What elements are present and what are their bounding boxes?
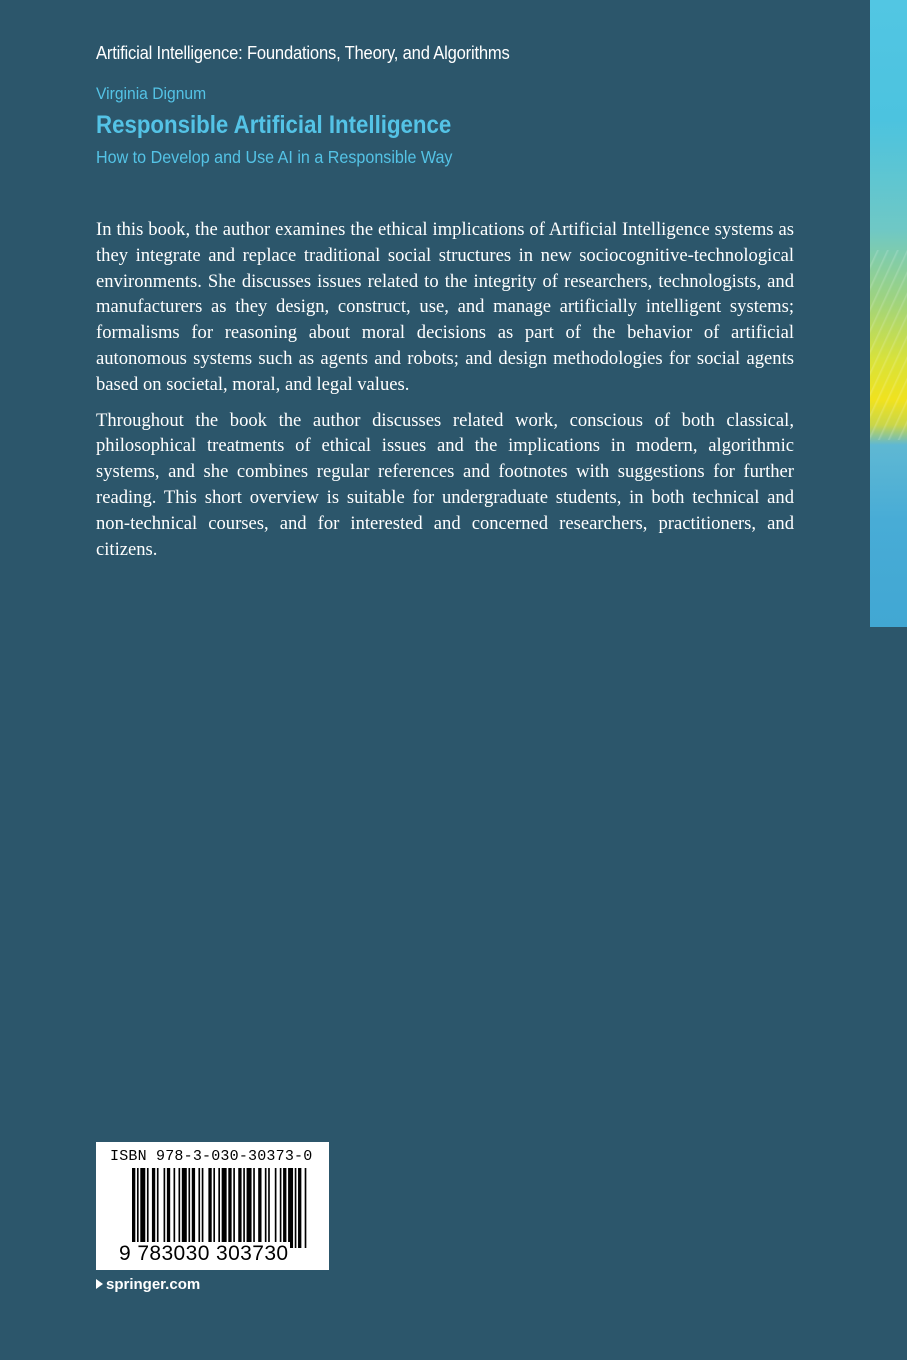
description-paragraph-2: Throughout the book the author discusses related work, conscious of both classical, philosophical treatments of ethical issues and the implications in modern, algorithmic systems, and she combines regular references and footnotes with suggestions for further reading. This short overview is suitable for undergraduate students, in both technical and non-technical courses, and for interested and concerned researchers, practitioners, and citizens. [96,409,794,560]
isbn-barcode [96,1142,329,1270]
barcode-bar [213,1168,215,1248]
barcode-bar [140,1168,145,1248]
barcode-bar [174,1168,176,1248]
edge-artwork-rays [870,250,907,440]
barcode-bar [167,1168,170,1248]
barcode-bar [298,1168,301,1248]
barcode-bar [157,1168,159,1248]
barcode-bar [238,1168,241,1248]
barcode-bar [247,1168,252,1248]
barcode-bar [283,1168,286,1248]
barcode-bar [198,1168,200,1248]
barcode-bar [305,1168,307,1248]
barcode-bar [275,1168,277,1248]
barcode-bar [233,1168,235,1248]
barcode-bar [280,1168,282,1248]
barcode-bar [147,1168,149,1248]
barcode-bar [268,1168,270,1248]
barcode-digits: 9 783030 303730 [119,1242,289,1265]
publisher-link[interactable] [96,1276,200,1293]
author-name: Virginia Dignum [96,84,207,103]
barcode-bar [258,1168,261,1248]
barcode-bar [137,1168,139,1248]
barcode-bar [178,1168,180,1248]
barcode-bar [164,1168,166,1248]
barcode-bars [132,1168,308,1248]
barcode-bar [265,1168,267,1248]
book-subtitle: How to Develop and Use AI in a Responsible Way [96,147,453,167]
barcode-bar [295,1168,297,1248]
barcode-bar [152,1168,155,1248]
barcode-bar [192,1168,195,1248]
barcode-bar [202,1168,204,1248]
barcode-bar [243,1168,245,1248]
description-paragraph-1: In this book, the author examines the ethical implications of Artificial Intelligence systems as they integrate and replace traditional social structures in new sociocognitive-technological environments. She discusses issues related to the integrity of researchers, technologists, and manufacturers as they design, construct, use, and manage artificially intelligent systems; formalisms for reasoning about moral decisions as part of the behavior of artificial autonomous systems such as agents and robots; and design methodologies for social agents based on societal, moral, and legal values. [96,219,794,395]
barcode-bar [253,1168,255,1248]
barcode-bar [218,1168,220,1248]
barcode-bar [182,1168,187,1248]
arrow-right-icon [96,1279,103,1289]
publisher-url: springer.com [106,1276,201,1293]
book-title: Responsible Artificial Intelligence [96,111,452,139]
barcode-bar [132,1168,135,1248]
cover-edge-artwork [870,0,907,627]
barcode-bar [288,1168,293,1248]
barcode-bar [188,1168,190,1248]
book-description [96,217,794,572]
series-title: Artificial Intelligence: Foundations, Theory, and Algorithms [96,43,510,63]
barcode-bar [222,1168,227,1248]
barcode-bar [208,1168,211,1248]
isbn-label: ISBN 978-3-030-30373-0 [110,1148,313,1165]
barcode-bar [228,1168,231,1248]
